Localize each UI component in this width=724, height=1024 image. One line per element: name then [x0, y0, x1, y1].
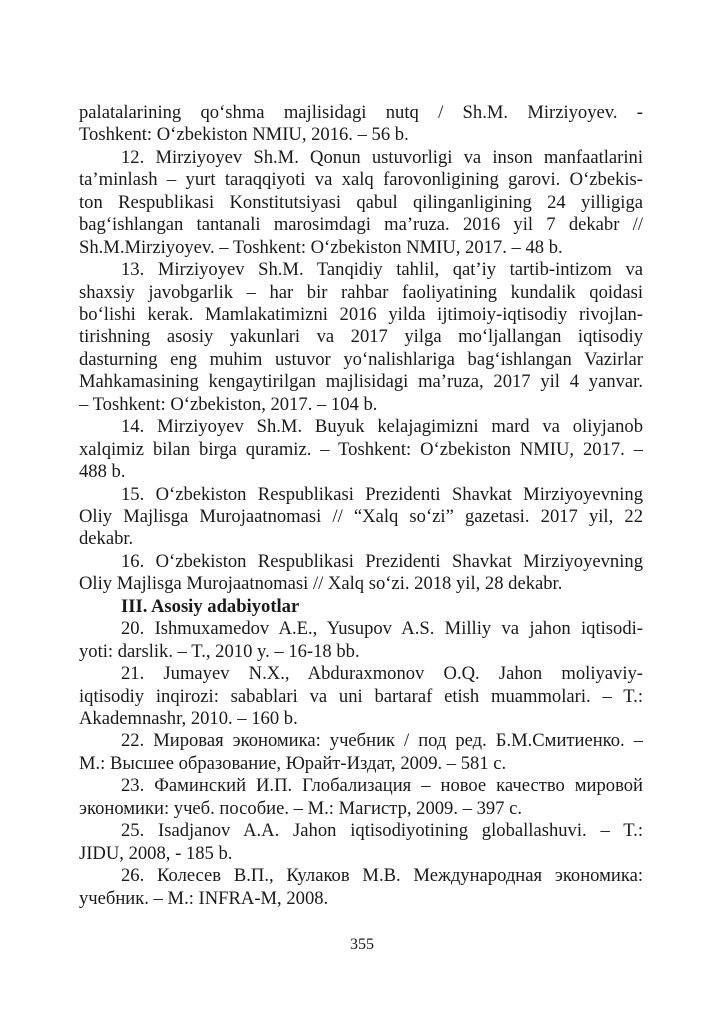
- entry-line: dekabr.: [79, 528, 134, 550]
- entry-line: ton Respublikasi Konstitutsiyasi qabul qilinganligining 24 yilligiga: [79, 191, 643, 213]
- bibliography-entry: [79, 865, 643, 910]
- entry-line: Mahkamasining kengaytirilgan majlisidagi ma’ruza, 2017 yil 4 yanvar.: [79, 371, 643, 393]
- entry-line: iqtisodiy inqirozi: sabablari va uni bartaraf etish muammolari. – T.:: [79, 685, 643, 707]
- bibliography-entry: [79, 730, 643, 775]
- bibliography-entry: [79, 102, 643, 147]
- entry-line: bo‘lishi kerak. Mamlakatimizni 2016 yilda ijtimoiy-iqtisodiy rivojlan-: [79, 303, 643, 325]
- entry-line: 16. O‘zbekiston Respublikasi Prezidenti Shavkat Mirziyoyevning: [121, 550, 643, 572]
- entry-line: 15. O‘zbekiston Respublikasi Prezidenti Shavkat Mirziyoyevning: [121, 483, 643, 505]
- entry-line: 14. Mirziyoyev Sh.M. Buyuk kelajagimizni mard va oliyjanob: [121, 416, 643, 438]
- entry-line: М.: Высшее образование, Юрайт-Издат, 2009. – 581 с.: [79, 752, 507, 774]
- section-heading: [79, 596, 643, 618]
- entry-line: 12. Mirziyoyev Sh.M. Qonun ustuvorligi va inson manfaatlarini: [121, 146, 643, 168]
- bibliography-entry: [79, 147, 643, 259]
- entry-line: xalqimiz bilan birga quramiz. – Toshkent: O‘zbekiston NMIU, 2017. –: [79, 438, 643, 460]
- bibliography-entry: [79, 663, 643, 730]
- entry-line: Oliy Majlisga Murojaatnomasi // “Xalq so‘zi” gazetasi. 2017 yil, 22: [79, 505, 643, 527]
- entry-line: ta’minlash – yurt taraqqiyoti va xalq farovonligining garovi. O‘zbekis-: [79, 169, 643, 191]
- entry-line: 13. Mirziyoyev Sh.M. Tanqidiy tahlil, qat’iy tartib-intizom va: [121, 259, 643, 281]
- entry-line: JIDU, 2008, - 185 b.: [79, 842, 233, 864]
- page-number: 355: [350, 936, 374, 953]
- entry-line: учебник. – М.: INFRA-M, 2008.: [79, 887, 329, 909]
- entry-line: 25. Isadjanov A.A. Jahon iqtisodiyotining globallashuvi. – T.:: [121, 820, 643, 842]
- entry-line: 20. Ishmuxamedov A.E., Yusupov A.S. Milliy va jahon iqtisodi-: [121, 618, 643, 640]
- entry-line: 488 b.: [79, 461, 126, 483]
- entry-line: 26. Колесев В.П., Кулаков М.В. Международная экономика:: [121, 865, 643, 887]
- bibliography-entry: [79, 820, 643, 865]
- bibliography-entry: [79, 259, 643, 416]
- entry-line: – Toshkent: O‘zbekiston, 2017. – 104 b.: [79, 393, 378, 415]
- entry-line: shaxsiy javobgarlik – har bir rahbar faoliyatining kundalik qoidasi: [79, 281, 643, 303]
- entry-line: bag‘ishlangan tantanali marosimdagi ma’ruza. 2016 yil 7 dekabr //: [79, 214, 643, 236]
- bibliography-entry: [79, 484, 643, 551]
- bibliography-entry: [79, 551, 643, 596]
- entry-line: Sh.M.Mirziyoyev. – Toshkent: O‘zbekiston NMIU, 2017. – 48 b.: [79, 236, 563, 258]
- bibliography-entry: [79, 416, 643, 483]
- entry-line: Akademnashr, 2010. – 160 b.: [79, 707, 298, 729]
- entry-line: dasturning eng muhim ustuvor yo‘nalishlariga bag‘ishlangan Vazirlar: [79, 348, 643, 370]
- bibliography-entry: [79, 618, 643, 663]
- entry-line: 22. Мировая экономика: учебник / под ред. Б.М.Смитиенко. –: [121, 730, 643, 752]
- bibliography-entry: [79, 775, 643, 820]
- bibliography-text: [79, 102, 643, 910]
- entry-line: III. Asosiy adabiyotlar: [121, 595, 300, 617]
- entry-line: 21. Jumayev N.X., Abduraxmonov O.Q. Jahon moliyaviy-: [121, 663, 643, 685]
- entry-line: tirishning asosiy yakunlari va 2017 yilga mo‘ljallangan iqtisodiy: [79, 326, 643, 348]
- entry-line: palatalarining qo‘shma majlisidagi nutq / Sh.M. Mirziyoyev. -: [79, 102, 643, 123]
- entry-line: yoti: darslik. – T., 2010 y. – 16-18 bb.: [79, 640, 360, 662]
- entry-line: Oliy Majlisga Murojaatnomasi // Xalq so‘zi. 2018 yil, 28 dekabr.: [79, 573, 563, 595]
- entry-line: 23. Фаминский И.П. Глобализация – новое качество мировой: [121, 775, 643, 797]
- entry-line: экономики: учеб. пособие. – М.: Магистр, 2009. – 397 с.: [79, 797, 523, 819]
- entry-line: Toshkent: O‘zbekiston NMIU, 2016. – 56 b.: [79, 124, 409, 146]
